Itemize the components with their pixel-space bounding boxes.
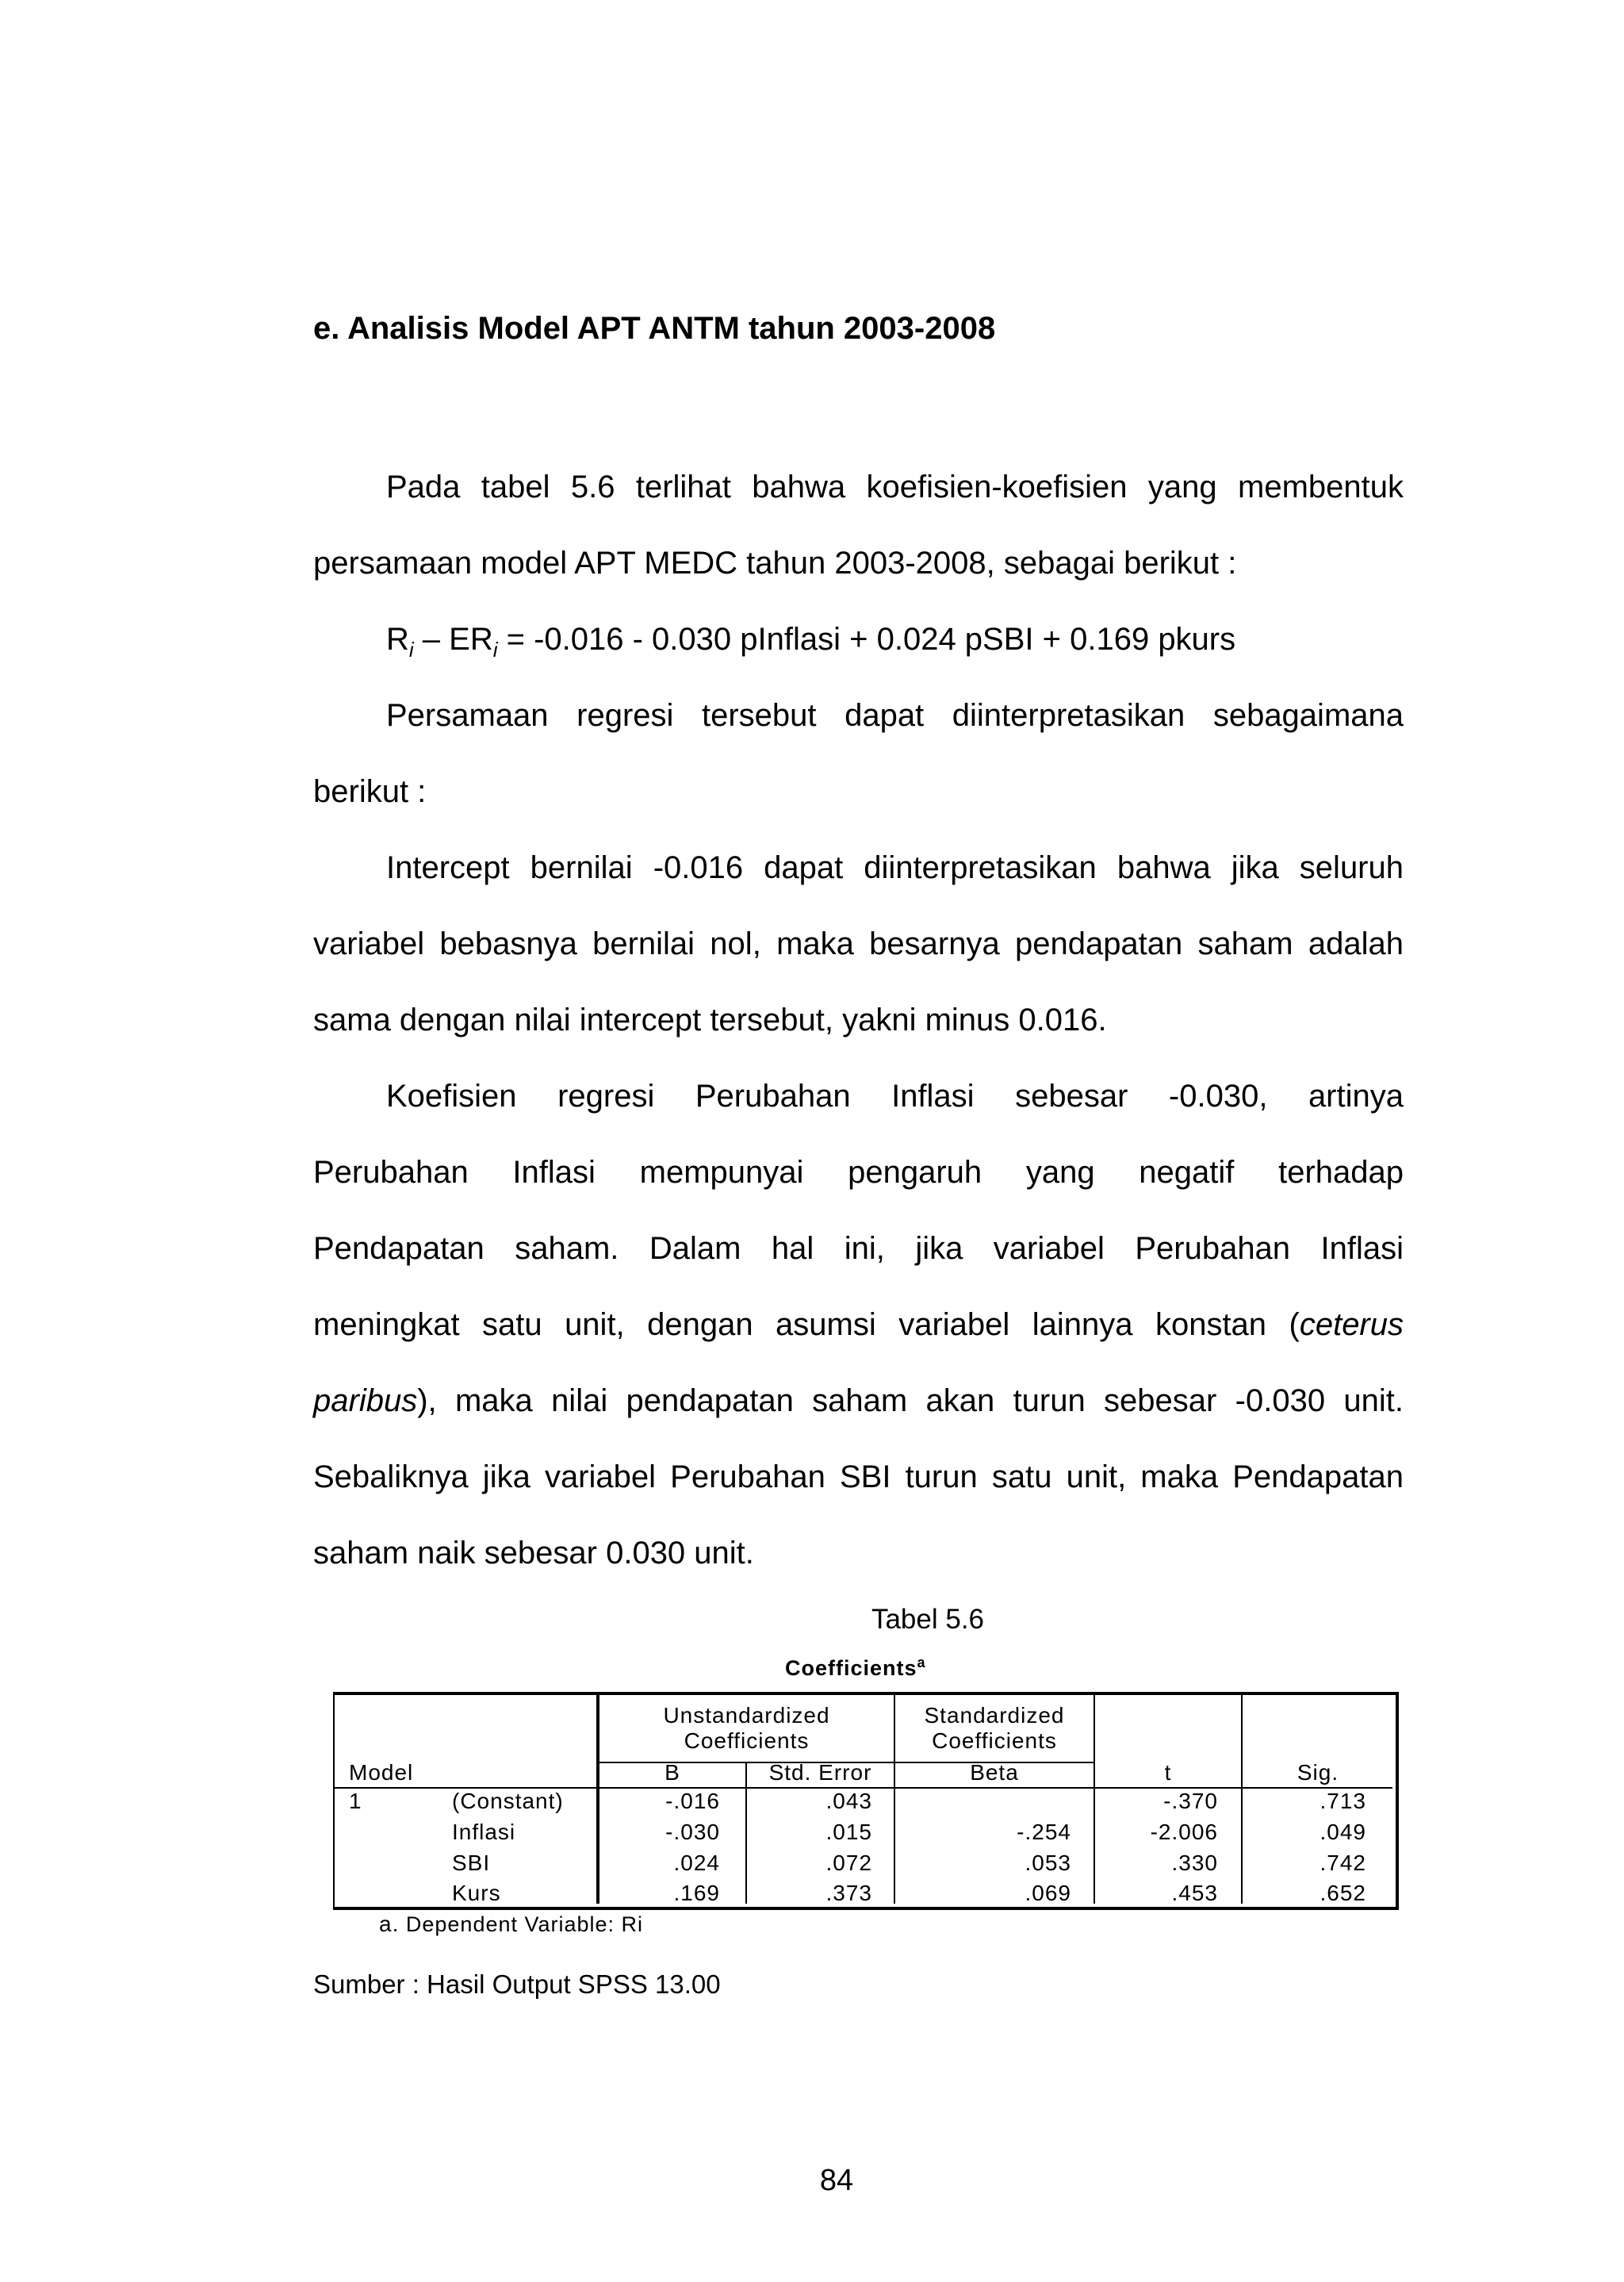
cell-std-error: .072: [825, 1851, 872, 1875]
equation-subscript: i: [492, 638, 498, 662]
cell-std-error: .015: [825, 1820, 872, 1844]
table-title-superscript: a: [917, 1655, 926, 1670]
footnote-text: Dependent Variable: Ri: [405, 1912, 644, 1936]
italic-text: paribus: [313, 1383, 418, 1418]
model-number: 1: [349, 1789, 362, 1813]
paragraph-line: [313, 1306, 1404, 1344]
italic-text: ceterus: [1299, 1307, 1404, 1342]
paragraph-line: Koefisien regresi Perubahan Inflasi sebesar -0.030, artinya: [386, 1079, 1404, 1114]
row-label: Inflasi: [452, 1820, 516, 1844]
cell-t: .453: [1171, 1881, 1218, 1905]
paragraph-line: sama dengan nilai intercept tersebut, yakni minus 0.016.: [313, 1003, 1107, 1037]
equation-terms: = -0.016 - 0.030 pInflasi + 0.024 pSBI + 0.169 pkurs: [497, 622, 1236, 657]
row-label: SBI: [452, 1851, 491, 1875]
regression-equation: [386, 620, 1404, 669]
section-heading: e. Analisis Model APT ANTM tahun 2003-2008: [313, 311, 996, 346]
paragraph-line: Intercept bernilai -0.016 dapat diinterpretasikan bahwa jika seluruh: [386, 850, 1404, 885]
cell-beta: .069: [1025, 1881, 1071, 1905]
page-number: 84: [819, 2164, 854, 2197]
paragraph-line: variabel bebasnya bernilai nol, maka besarnya pendapatan saham adalah: [313, 926, 1404, 961]
table-title: [785, 1655, 926, 1681]
cell-b: .169: [673, 1881, 720, 1905]
row-label: (Constant): [452, 1789, 564, 1813]
header-sig: Sig.: [1297, 1760, 1339, 1785]
cell-std-error: .043: [825, 1789, 872, 1813]
paragraph-line: Persamaan regresi tersebut dapat diinterpretasikan sebagaimana: [386, 698, 1404, 733]
cell-sig: .049: [1320, 1820, 1366, 1844]
row-label: Kurs: [452, 1881, 501, 1905]
cell-b: -.030: [665, 1820, 720, 1844]
cell-t: -.370: [1163, 1789, 1218, 1813]
footnote-marker: a.: [379, 1912, 400, 1936]
header-t: t: [1164, 1760, 1172, 1785]
equation-subscript: i: [408, 638, 414, 662]
paragraph-line: Perubahan Inflasi mempunyai pengaruh yang negatif terhadap: [313, 1155, 1404, 1190]
paragraph-line: berikut :: [313, 774, 427, 809]
text-run: meningkat satu unit, dengan asumsi variabel lainnya konstan (: [313, 1307, 1300, 1342]
cell-t: .330: [1171, 1851, 1218, 1875]
header-beta: Beta: [970, 1760, 1019, 1785]
header-b: B: [665, 1760, 680, 1785]
coefficients-table: [333, 1692, 1399, 1910]
header-unstandardized: Unstandardized: [663, 1703, 830, 1728]
paragraph-line: Sebaliknya jika variabel Perubahan SBI turun satu unit, maka Pendapatan: [313, 1459, 1404, 1494]
table-title-text: Coefficients: [785, 1656, 917, 1680]
cell-sig: .713: [1320, 1789, 1366, 1813]
header-model: Model: [349, 1760, 414, 1785]
paragraph-line: Pada tabel 5.6 terlihat bahwa koefisien-koefisien yang membentuk: [386, 470, 1404, 504]
paragraph-line: saham naik sebesar 0.030 unit.: [313, 1536, 754, 1571]
header-standardized: Coefficients: [932, 1728, 1057, 1753]
paragraph-line: Pendapatan saham. Dalam hal ini, jika variabel Perubahan Inflasi: [313, 1231, 1404, 1266]
cell-sig: .652: [1320, 1881, 1366, 1905]
paragraph-line: persamaan model APT MEDC tahun 2003-2008, sebagai berikut :: [313, 546, 1237, 581]
paragraph-line: [313, 1382, 1404, 1420]
table-caption: [0, 1604, 1624, 1636]
equation-r: R: [386, 622, 409, 657]
cell-std-error: .373: [825, 1881, 872, 1905]
header-std-error: Std. Error: [768, 1760, 872, 1785]
cell-t: -2.006: [1150, 1820, 1218, 1844]
table-caption-text: Tabel 5.6: [871, 1604, 985, 1635]
source-note: Sumber : Hasil Output SPSS 13.00: [313, 1969, 721, 1999]
cell-beta: .053: [1025, 1851, 1071, 1875]
cell-sig: .742: [1320, 1851, 1366, 1875]
text-run: ), maka nilai pendapatan saham akan turun sebesar -0.030 unit.: [417, 1383, 1404, 1418]
cell-beta: -.254: [1017, 1820, 1071, 1844]
table-footnote: [379, 1912, 643, 1937]
header-standardized: Standardized: [924, 1703, 1065, 1728]
cell-b: -.016: [665, 1789, 720, 1813]
cell-b: .024: [673, 1851, 720, 1875]
equation-er: – ER: [413, 622, 493, 657]
header-unstandardized: Coefficients: [684, 1728, 810, 1753]
